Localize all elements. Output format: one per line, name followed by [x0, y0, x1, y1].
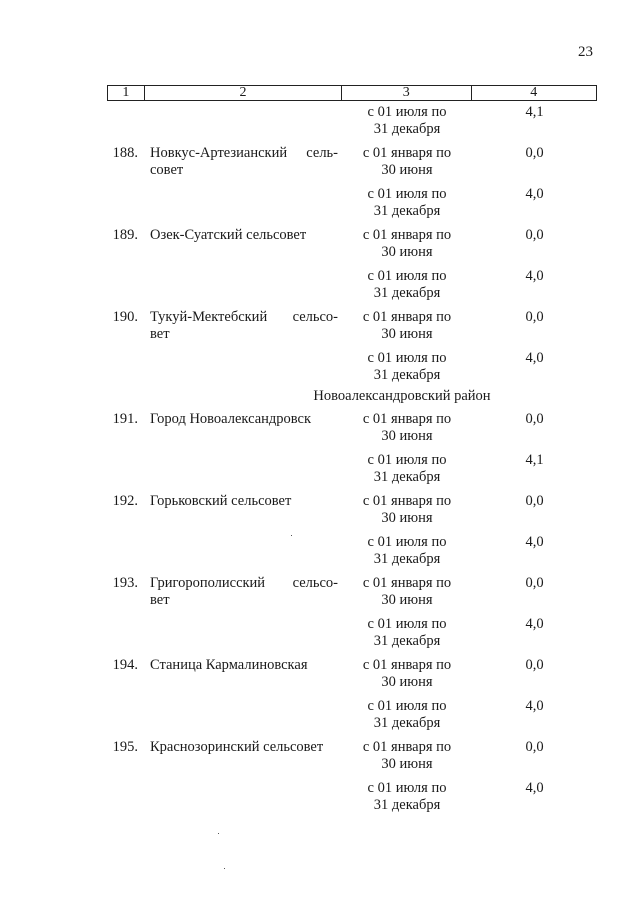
rate-value: 4,1 — [525, 104, 544, 120]
table-row — [107, 657, 597, 691]
rate-value: 0,0 — [525, 227, 544, 243]
period-line: 31 декабря — [373, 551, 441, 567]
municipality-name — [144, 186, 342, 220]
period-line: с 01 января по — [362, 145, 452, 161]
period-line: с 01 января по — [362, 493, 452, 509]
period-line: 30 июня — [381, 326, 433, 342]
period-line: 31 декабря — [373, 121, 441, 137]
district-heading: Новоалександровский район — [313, 388, 491, 404]
table-row — [107, 104, 597, 138]
row-number: 188. — [112, 145, 138, 161]
period-line: с 01 июля по — [367, 104, 447, 120]
period — [342, 145, 472, 179]
rate-value: 4,0 — [525, 616, 544, 632]
rate-value: 4,0 — [525, 534, 544, 550]
period-line: 30 июня — [381, 674, 433, 690]
table-row — [107, 780, 597, 814]
municipality-name — [144, 227, 342, 261]
rate-value: 0,0 — [525, 739, 544, 755]
row-gap — [107, 773, 597, 780]
period-line: с 01 июля по — [367, 616, 447, 632]
rate-value: 4,0 — [525, 186, 544, 202]
period-line: 31 декабря — [373, 469, 441, 485]
period-line: с 01 января по — [362, 657, 452, 673]
row-number — [107, 350, 144, 384]
row-number: 193. — [112, 575, 138, 591]
row-number — [107, 698, 144, 732]
row-gap — [107, 732, 597, 739]
municipality-name — [144, 739, 342, 773]
period-line: 30 июня — [381, 510, 433, 526]
rate-value: 4,0 — [525, 268, 544, 284]
scan-speck — [291, 535, 292, 536]
rate-value: 0,0 — [525, 493, 544, 509]
municipality-name — [144, 411, 342, 445]
row-gap — [107, 220, 597, 227]
row-gap — [107, 445, 597, 452]
rate-value: 0,0 — [525, 411, 544, 427]
table-row — [107, 575, 597, 609]
period — [342, 780, 472, 814]
period-line: 30 июня — [381, 162, 433, 178]
row-number — [107, 616, 144, 650]
table-group-1 — [107, 104, 597, 384]
rate-value: 4,1 — [525, 452, 544, 468]
period-line: 31 декабря — [373, 367, 441, 383]
period — [342, 411, 472, 445]
table-header — [107, 85, 597, 101]
period — [342, 268, 472, 302]
row-number — [107, 534, 144, 568]
rate-value: 0,0 — [525, 145, 544, 161]
scan-speck — [224, 868, 225, 869]
table-row — [107, 493, 597, 527]
period — [342, 575, 472, 609]
municipality-name — [144, 780, 342, 814]
row-gap — [107, 179, 597, 186]
name-line: вет — [150, 326, 170, 342]
period — [342, 452, 472, 486]
period-line: с 01 июля по — [367, 534, 447, 550]
period-line: с 01 января по — [362, 739, 452, 755]
name-line: Новкус-Артезианский сель- — [150, 145, 338, 161]
name-line: Краснозоринский сельсовет — [150, 739, 324, 755]
period — [342, 186, 472, 220]
period-line: с 01 января по — [362, 411, 452, 427]
rate-value: 4,0 — [525, 350, 544, 366]
table-row — [107, 309, 597, 343]
row-gap — [107, 486, 597, 493]
table-row — [107, 350, 597, 384]
municipality-name — [144, 309, 342, 343]
period — [342, 616, 472, 650]
header-col-3: 3 — [342, 86, 471, 100]
row-number: 190. — [112, 309, 138, 325]
municipality-name — [144, 534, 342, 568]
table-row — [107, 698, 597, 732]
period — [342, 493, 472, 527]
row-gap — [107, 261, 597, 268]
period-line: 31 декабря — [373, 285, 441, 301]
period-line: 30 июня — [381, 756, 433, 772]
row-number: 191. — [112, 411, 138, 427]
row-number: 194. — [112, 657, 138, 673]
row-number: 195. — [112, 739, 138, 755]
table-row — [107, 268, 597, 302]
rate-value: 4,0 — [525, 698, 544, 714]
row-number — [107, 186, 144, 220]
name-line: Горьковский сельсовет — [150, 493, 292, 509]
name-line: Станица Кармалиновская — [150, 657, 308, 673]
period-line: с 01 июля по — [367, 350, 447, 366]
table-row — [107, 411, 597, 445]
name-line: совет — [150, 162, 184, 178]
header-col-1: 1 — [108, 86, 145, 100]
period-line: с 01 июля по — [367, 186, 447, 202]
period-line: 30 июня — [381, 592, 433, 608]
municipality-name — [144, 452, 342, 486]
table-row — [107, 739, 597, 773]
row-gap — [107, 650, 597, 657]
header-col-2: 2 — [145, 86, 342, 100]
municipality-name — [144, 616, 342, 650]
name-line: Город Новоалександровск — [150, 411, 312, 427]
table-row — [107, 186, 597, 220]
table-row — [107, 616, 597, 650]
table-row — [107, 227, 597, 261]
row-number: 192. — [112, 493, 138, 509]
period-line: с 01 июля по — [367, 780, 447, 796]
name-line: Тукуй-Мектебский сельсо- — [150, 309, 338, 325]
period — [342, 350, 472, 384]
rate-value: 0,0 — [525, 657, 544, 673]
rate-value: 0,0 — [525, 309, 544, 325]
municipality-name — [144, 657, 342, 691]
period — [342, 534, 472, 568]
period-line: 31 декабря — [373, 633, 441, 649]
row-gap — [107, 568, 597, 575]
row-number — [107, 452, 144, 486]
period — [342, 739, 472, 773]
period-line: 31 декабря — [373, 797, 441, 813]
row-number — [107, 780, 144, 814]
period-line: с 01 июля по — [367, 452, 447, 468]
municipality-name — [144, 145, 342, 179]
period — [342, 104, 472, 138]
page-number: 23 — [578, 44, 593, 60]
period-line: 30 июня — [381, 428, 433, 444]
municipality-name — [144, 268, 342, 302]
row-gap — [107, 302, 597, 309]
period-line: с 01 января по — [362, 227, 452, 243]
period-line: с 01 июля по — [367, 268, 447, 284]
period-line: с 01 июля по — [367, 698, 447, 714]
municipality-name — [144, 698, 342, 732]
row-gap — [107, 527, 597, 534]
row-number — [107, 104, 144, 138]
period — [342, 657, 472, 691]
row-number — [107, 268, 144, 302]
row-number: 189. — [112, 227, 138, 243]
scan-speck — [218, 833, 219, 834]
period-line: 30 июня — [381, 244, 433, 260]
municipality-name — [144, 575, 342, 609]
period-line: с 01 января по — [362, 309, 452, 325]
rate-value: 4,0 — [525, 780, 544, 796]
name-line: Григорополисский сельсо- — [150, 575, 338, 591]
table-group-2 — [107, 411, 597, 814]
table-row — [107, 534, 597, 568]
period — [342, 698, 472, 732]
name-line: вет — [150, 592, 170, 608]
header-col-4: 4 — [530, 85, 538, 100]
municipality-name — [144, 350, 342, 384]
period-line: с 01 января по — [362, 575, 452, 591]
row-gap — [107, 343, 597, 350]
name-line: Озек-Суатский сельсовет — [150, 227, 307, 243]
municipality-name — [144, 104, 342, 138]
period — [342, 227, 472, 261]
table-row — [107, 145, 597, 179]
period-line: 31 декабря — [373, 715, 441, 731]
period-line: 31 декабря — [373, 203, 441, 219]
rate-value: 0,0 — [525, 575, 544, 591]
row-gap — [107, 609, 597, 616]
municipality-name — [144, 493, 342, 527]
period — [342, 309, 472, 343]
row-gap — [107, 691, 597, 698]
row-gap — [107, 138, 597, 145]
table-row — [107, 452, 597, 486]
table-body — [107, 104, 597, 814]
